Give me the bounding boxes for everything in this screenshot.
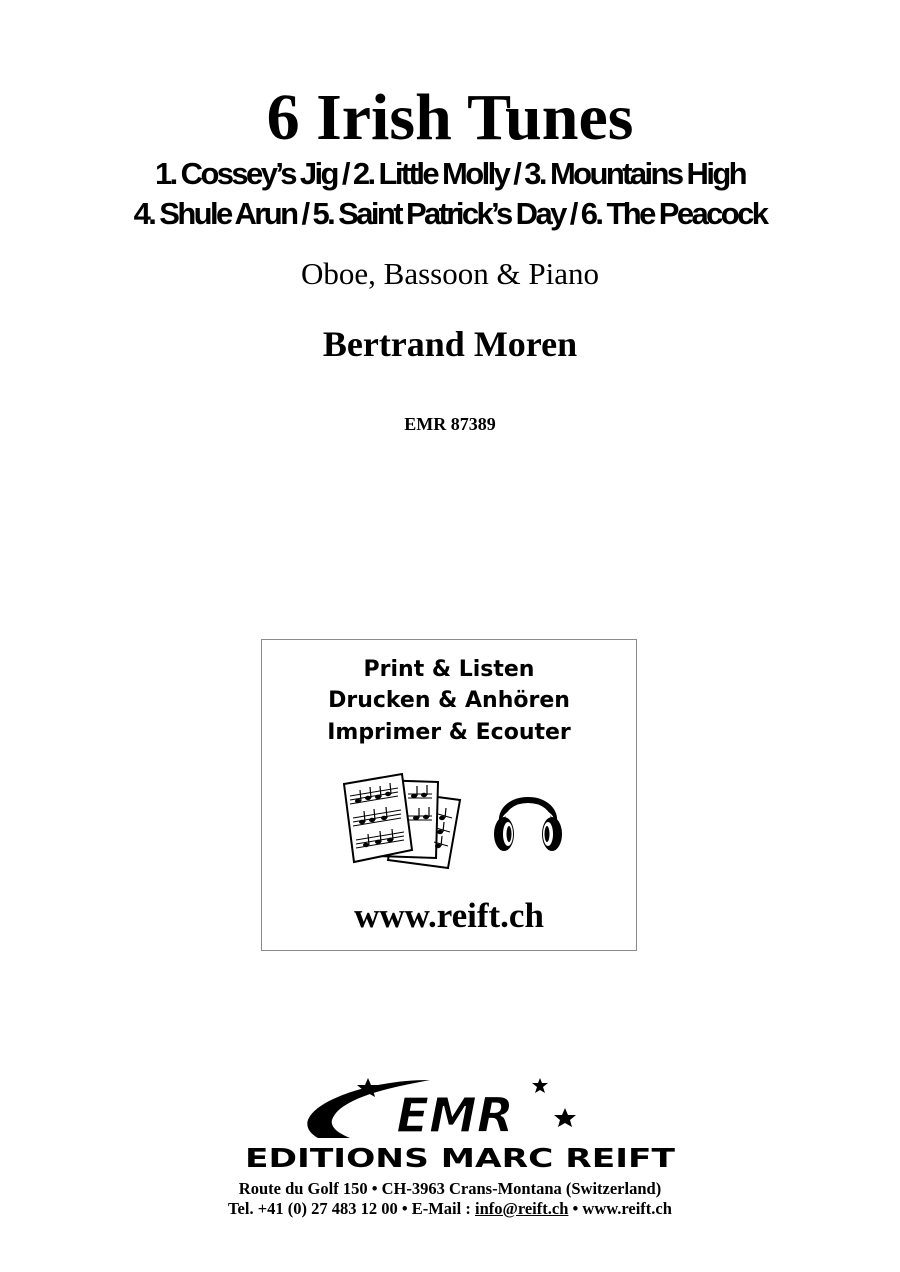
tune-list-line-2: 4. Shule Arun / 5. Saint Patrick’s Day / 6. The Peacock: [133, 196, 767, 231]
promo-url[interactable]: www.reift.ch: [354, 896, 544, 935]
publisher-name: EDITIONS MARC REIFT: [245, 1144, 676, 1172]
publisher-address: Route du Golf 150 • CH-3963 Crans-Montana (Switzerland): [238, 1179, 662, 1198]
email-link[interactable]: info@reift.ch: [474, 1199, 569, 1218]
tune-list-line-1: 1. Cossey’s Jig / 2. Little Molly / 3. Mountains High: [154, 156, 746, 191]
sheet-music-icon: [340, 770, 468, 870]
logo-text: EMR: [396, 1088, 514, 1144]
promo-line-drucken-anhoren: Drucken & Anhören: [328, 688, 570, 713]
promo-line-print-listen: Print & Listen: [363, 657, 535, 682]
headphones-icon: [492, 780, 564, 858]
contact-prefix: Tel. +41 (0) 27 483 12 00 • E-Mail :: [228, 1199, 475, 1218]
composer-name: Bertrand Moren: [322, 324, 578, 364]
publisher-logo: [240, 1072, 680, 1172]
instrumentation: Oboe, Bassoon & Piano: [301, 256, 599, 291]
catalog-number: EMR 87389: [404, 414, 496, 434]
contact-suffix: • www.reift.ch: [568, 1199, 672, 1218]
print-listen-box: [261, 639, 637, 951]
publisher-contact: [0, 1198, 900, 1220]
promo-line-imprimer-ecouter: Imprimer & Ecouter: [327, 720, 571, 745]
page-title: 6 Irish Tunes: [266, 81, 634, 154]
